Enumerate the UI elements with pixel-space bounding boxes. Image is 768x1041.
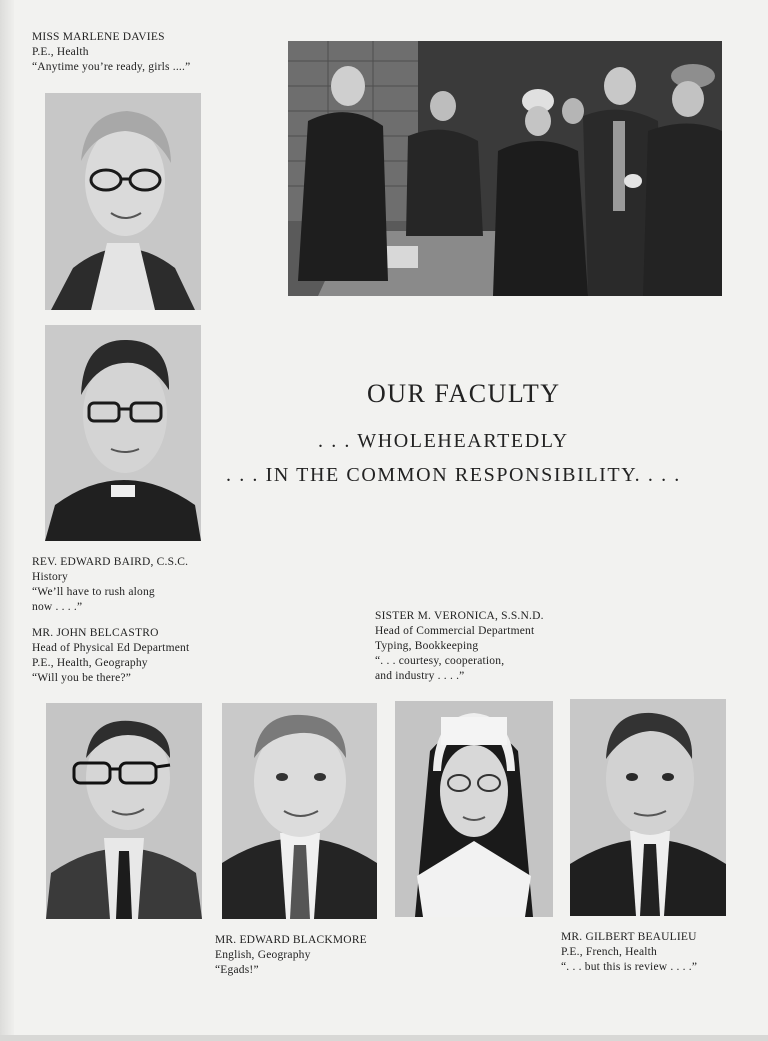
belcastro-name: MR. JOHN BELCASTRO [32,627,159,639]
baird-name: REV. EDWARD BAIRD, C.S.C. [32,556,189,568]
subtitle-line-1: . . . WHOLEHEARTEDLY [318,430,569,452]
veronica-name: SISTER M. VERONICA, S.S.N.D. [375,610,544,622]
veronica-subject: Typing, Bookkeeping [375,640,479,652]
blackmore-quote: “Egads!” [215,964,259,976]
davies-subject: P.E., Health [32,46,89,58]
baird-subject: History [32,571,68,583]
belcastro-subject: P.E., Health, Geography [32,657,148,669]
veronica-quote-line-2: and industry . . . .” [375,670,465,682]
portrait-davies [45,93,201,310]
page-title: OUR FACULTY [367,379,561,408]
caption-baird [32,555,188,615]
portrait-blackmore [222,703,377,919]
portrait-beaulieu [570,699,726,916]
beaulieu-quote: “. . . but this is review . . . .” [561,961,698,973]
subtitle-line-2: . . . IN THE COMMON RESPONSIBILITY. . . . [226,464,681,486]
caption-blackmore [215,933,367,978]
beaulieu-name: MR. GILBERT BEAULIEU [561,931,697,943]
davies-quote: “Anytime you’re ready, girls ....” [32,61,191,73]
portrait-belcastro [46,703,202,919]
portrait-veronica [395,701,553,917]
blackmore-subject: English, Geography [215,949,311,961]
belcastro-quote: “Will you be there?” [32,672,132,684]
beaulieu-subject: P.E., French, Health [561,946,657,958]
baird-quote-line-1: “We’ll have to rush along [32,586,155,598]
davies-name: MISS MARLENE DAVIES [32,31,165,43]
caption-veronica [375,609,544,684]
portrait-baird [45,325,201,541]
page-binding-edge [0,0,14,1041]
page-bottom-edge [0,1035,768,1041]
blackmore-name: MR. EDWARD BLACKMORE [215,934,367,946]
belcastro-role: Head of Physical Ed Department [32,642,190,654]
baird-quote-line-2: now . . . .” [32,601,83,613]
caption-beaulieu [561,930,697,975]
veronica-role: Head of Commercial Department [375,625,535,637]
caption-belcastro [32,626,189,686]
group-photo [288,41,722,296]
veronica-quote-line-1: “. . . courtesy, cooperation, [375,655,505,667]
caption-davies [32,30,190,75]
